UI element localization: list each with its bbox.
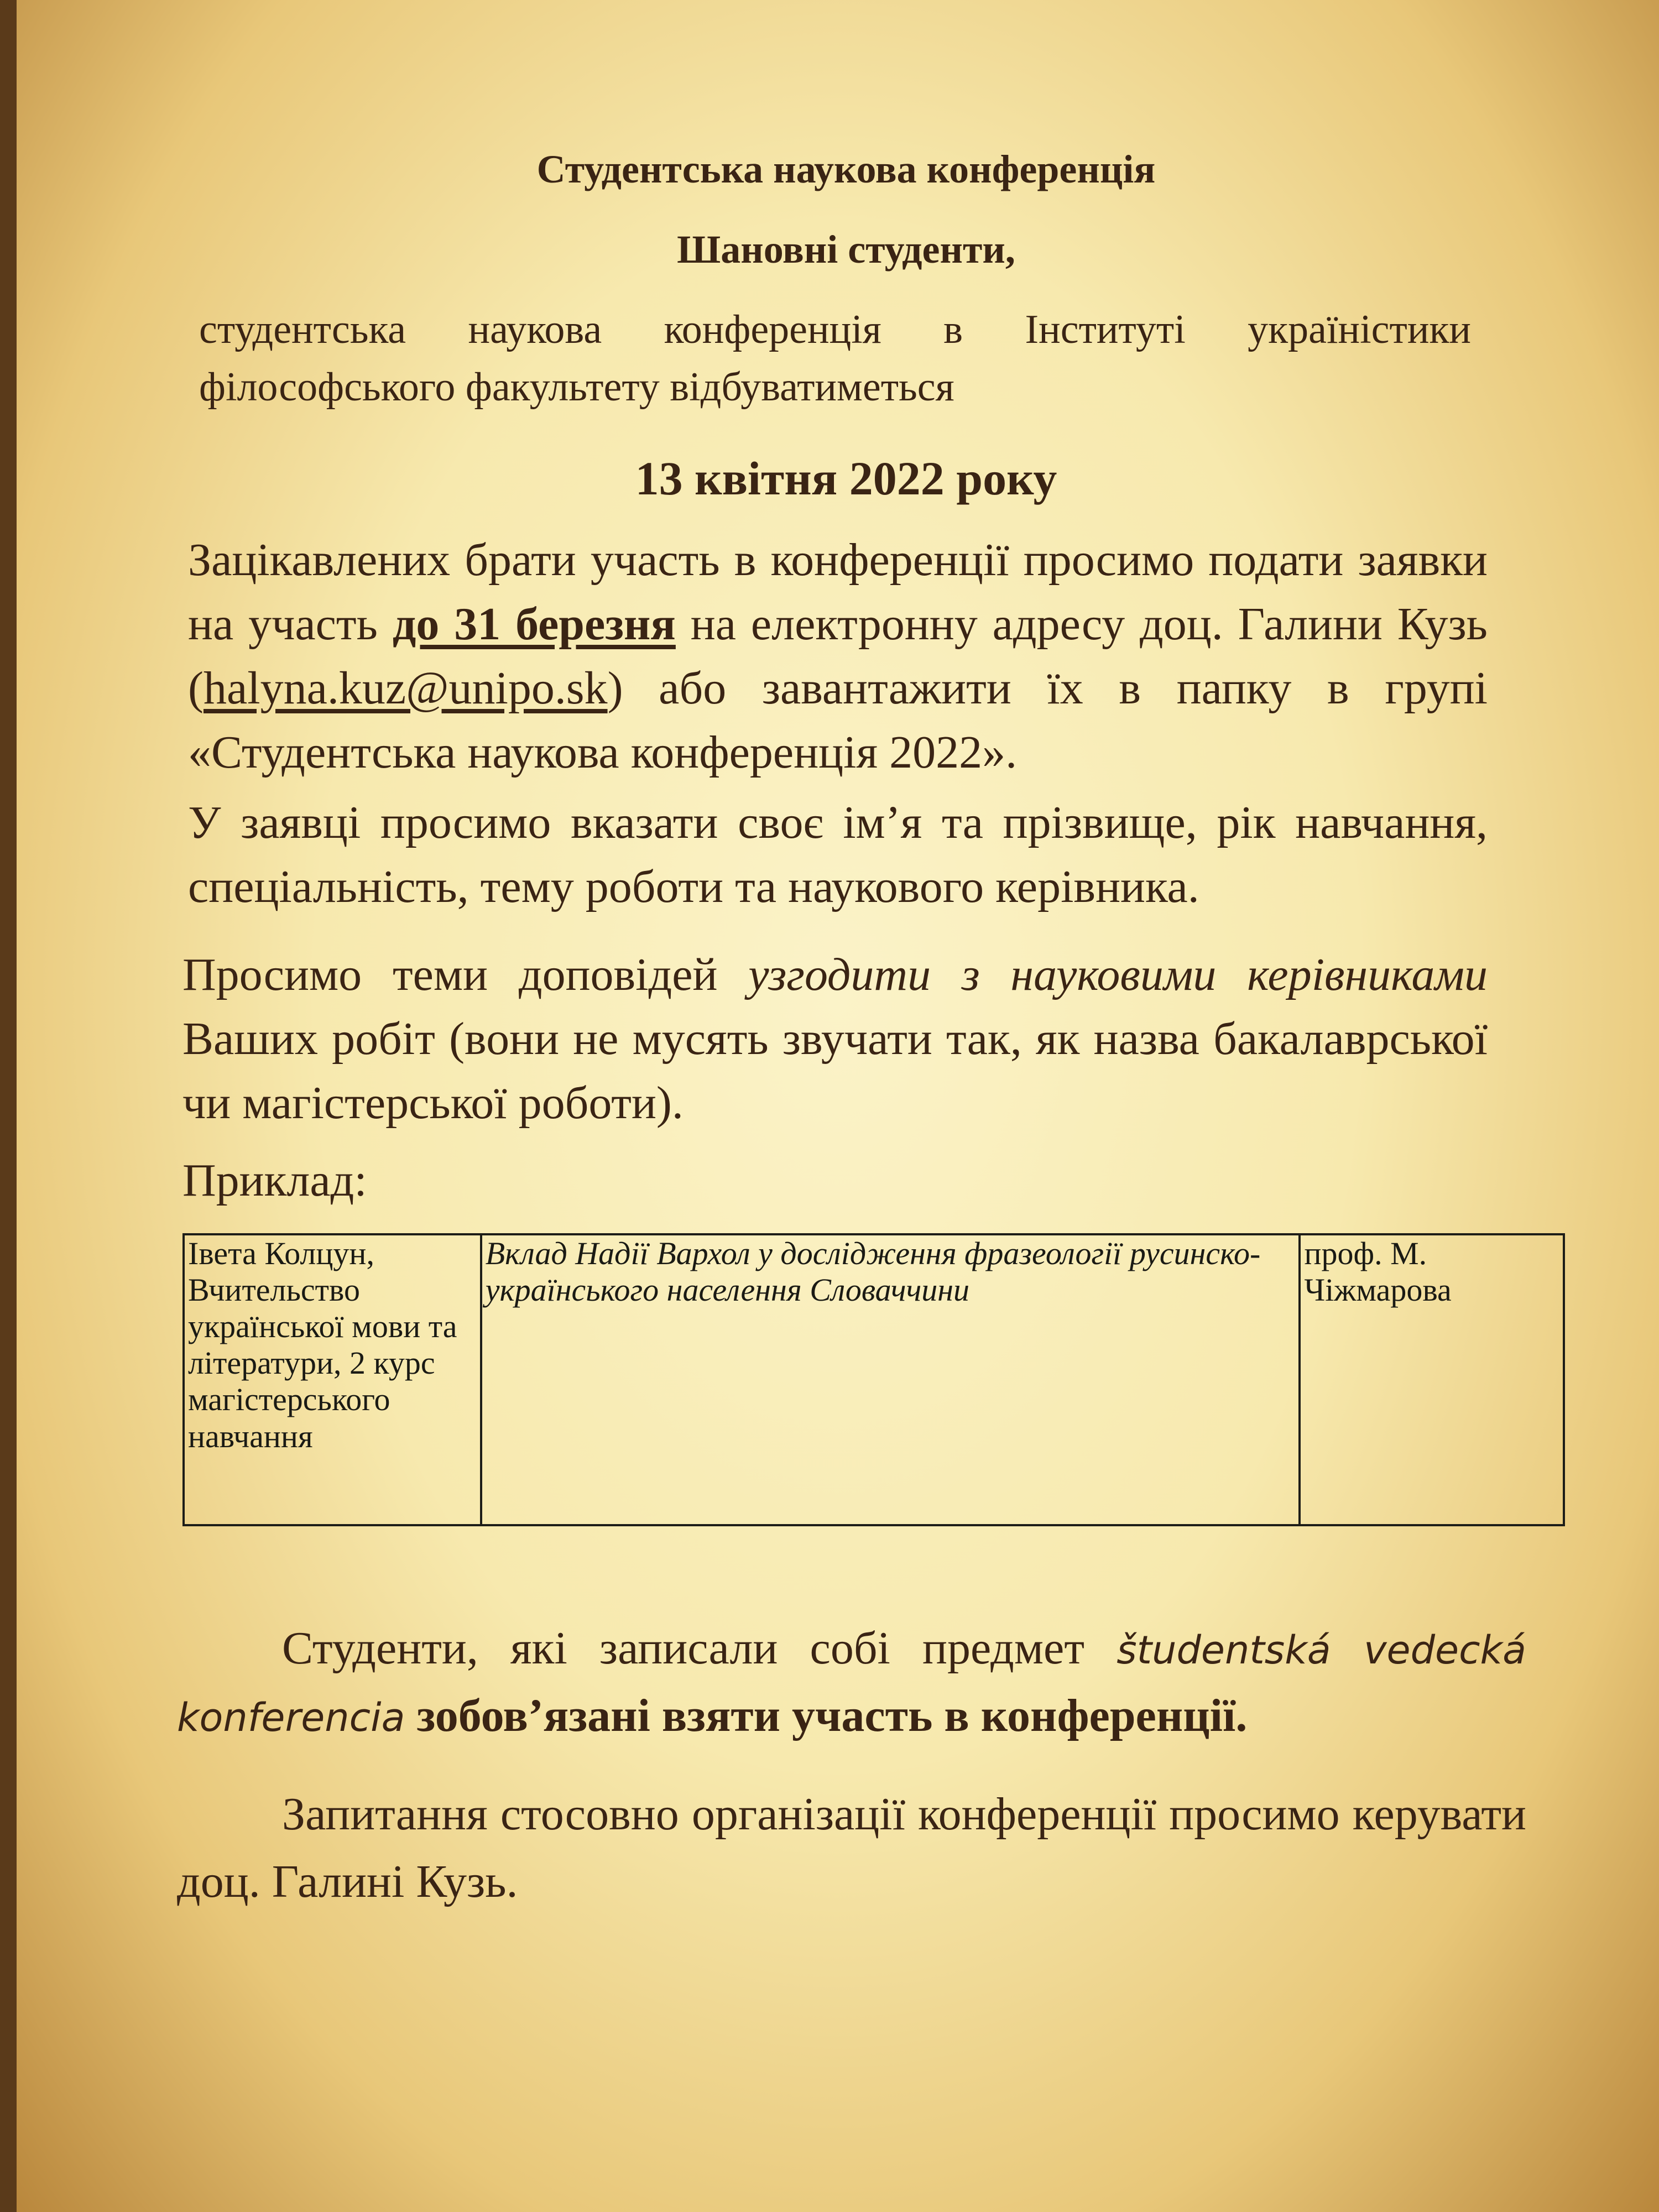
application-text-1: Зацікавлених брати участь в конференції просимо подати заявки на участь: [188, 534, 1488, 650]
topic-cell: Вклад Надії Вархол у дослідження фразеології русинско-українського населення Словаччини: [481, 1234, 1300, 1525]
example-label: Приклад:: [182, 1155, 367, 1206]
topics-paragraph: [182, 943, 1488, 1135]
topics-text-2: Ваших робіт (вони не мусять звучати так, як назва бакалаврської чи магістерської роботи).: [182, 1013, 1488, 1129]
document-page: [17, 0, 1659, 2212]
application-paragraph: [188, 528, 1488, 785]
questions-paragraph: Запитання стосовно організації конференції просимо керувати доц. Галині Кузь.: [177, 1788, 1526, 1907]
greeting: Шановні студенти,: [677, 227, 1015, 272]
obligation-text-1: Студенти, які записали собі предмет: [282, 1623, 1117, 1674]
table-row: [184, 1234, 1564, 1525]
supervisor-cell: проф. М. Чіжмарова: [1300, 1234, 1564, 1525]
document-title: Студентська наукова конференція: [536, 147, 1156, 191]
email-link[interactable]: halyna.kuz@unipo.sk: [203, 662, 608, 714]
conference-date: 13 квітня 2022 року: [635, 452, 1057, 505]
application-text-3: ) або завантажити їх в папку в групі «Студентська наукова конференція 2022».: [188, 662, 1488, 778]
student-cell: Івета Колцун, Вчительство української мови та літератури, 2 курс магістерського навчання: [184, 1234, 481, 1525]
obligation-text-2: зобов’язані взяти участь в конференції.: [405, 1689, 1248, 1741]
intro-paragraph: студентська наукова конференція в Інституті україністики філософського факультету відбуватиметься: [199, 307, 1471, 410]
topics-italic: узгодити з науковими керівниками: [748, 949, 1488, 1000]
course-name: študentská vedecká konferencia: [177, 1627, 1526, 1740]
application-text-2: на електронну адресу доц. Галини Кузь (: [188, 598, 1488, 714]
deadline: до 31 березня: [392, 598, 676, 650]
topics-text-1: Просимо теми доповідей: [182, 949, 749, 1000]
obligation-paragraph: [177, 1615, 1526, 1750]
requirements-paragraph: У заявці просимо вказати своє ім’я та прізвище, рік навчання, спеціальність, тему роботи та наукового керівника.: [188, 797, 1488, 912]
example-table: [182, 1233, 1565, 1526]
